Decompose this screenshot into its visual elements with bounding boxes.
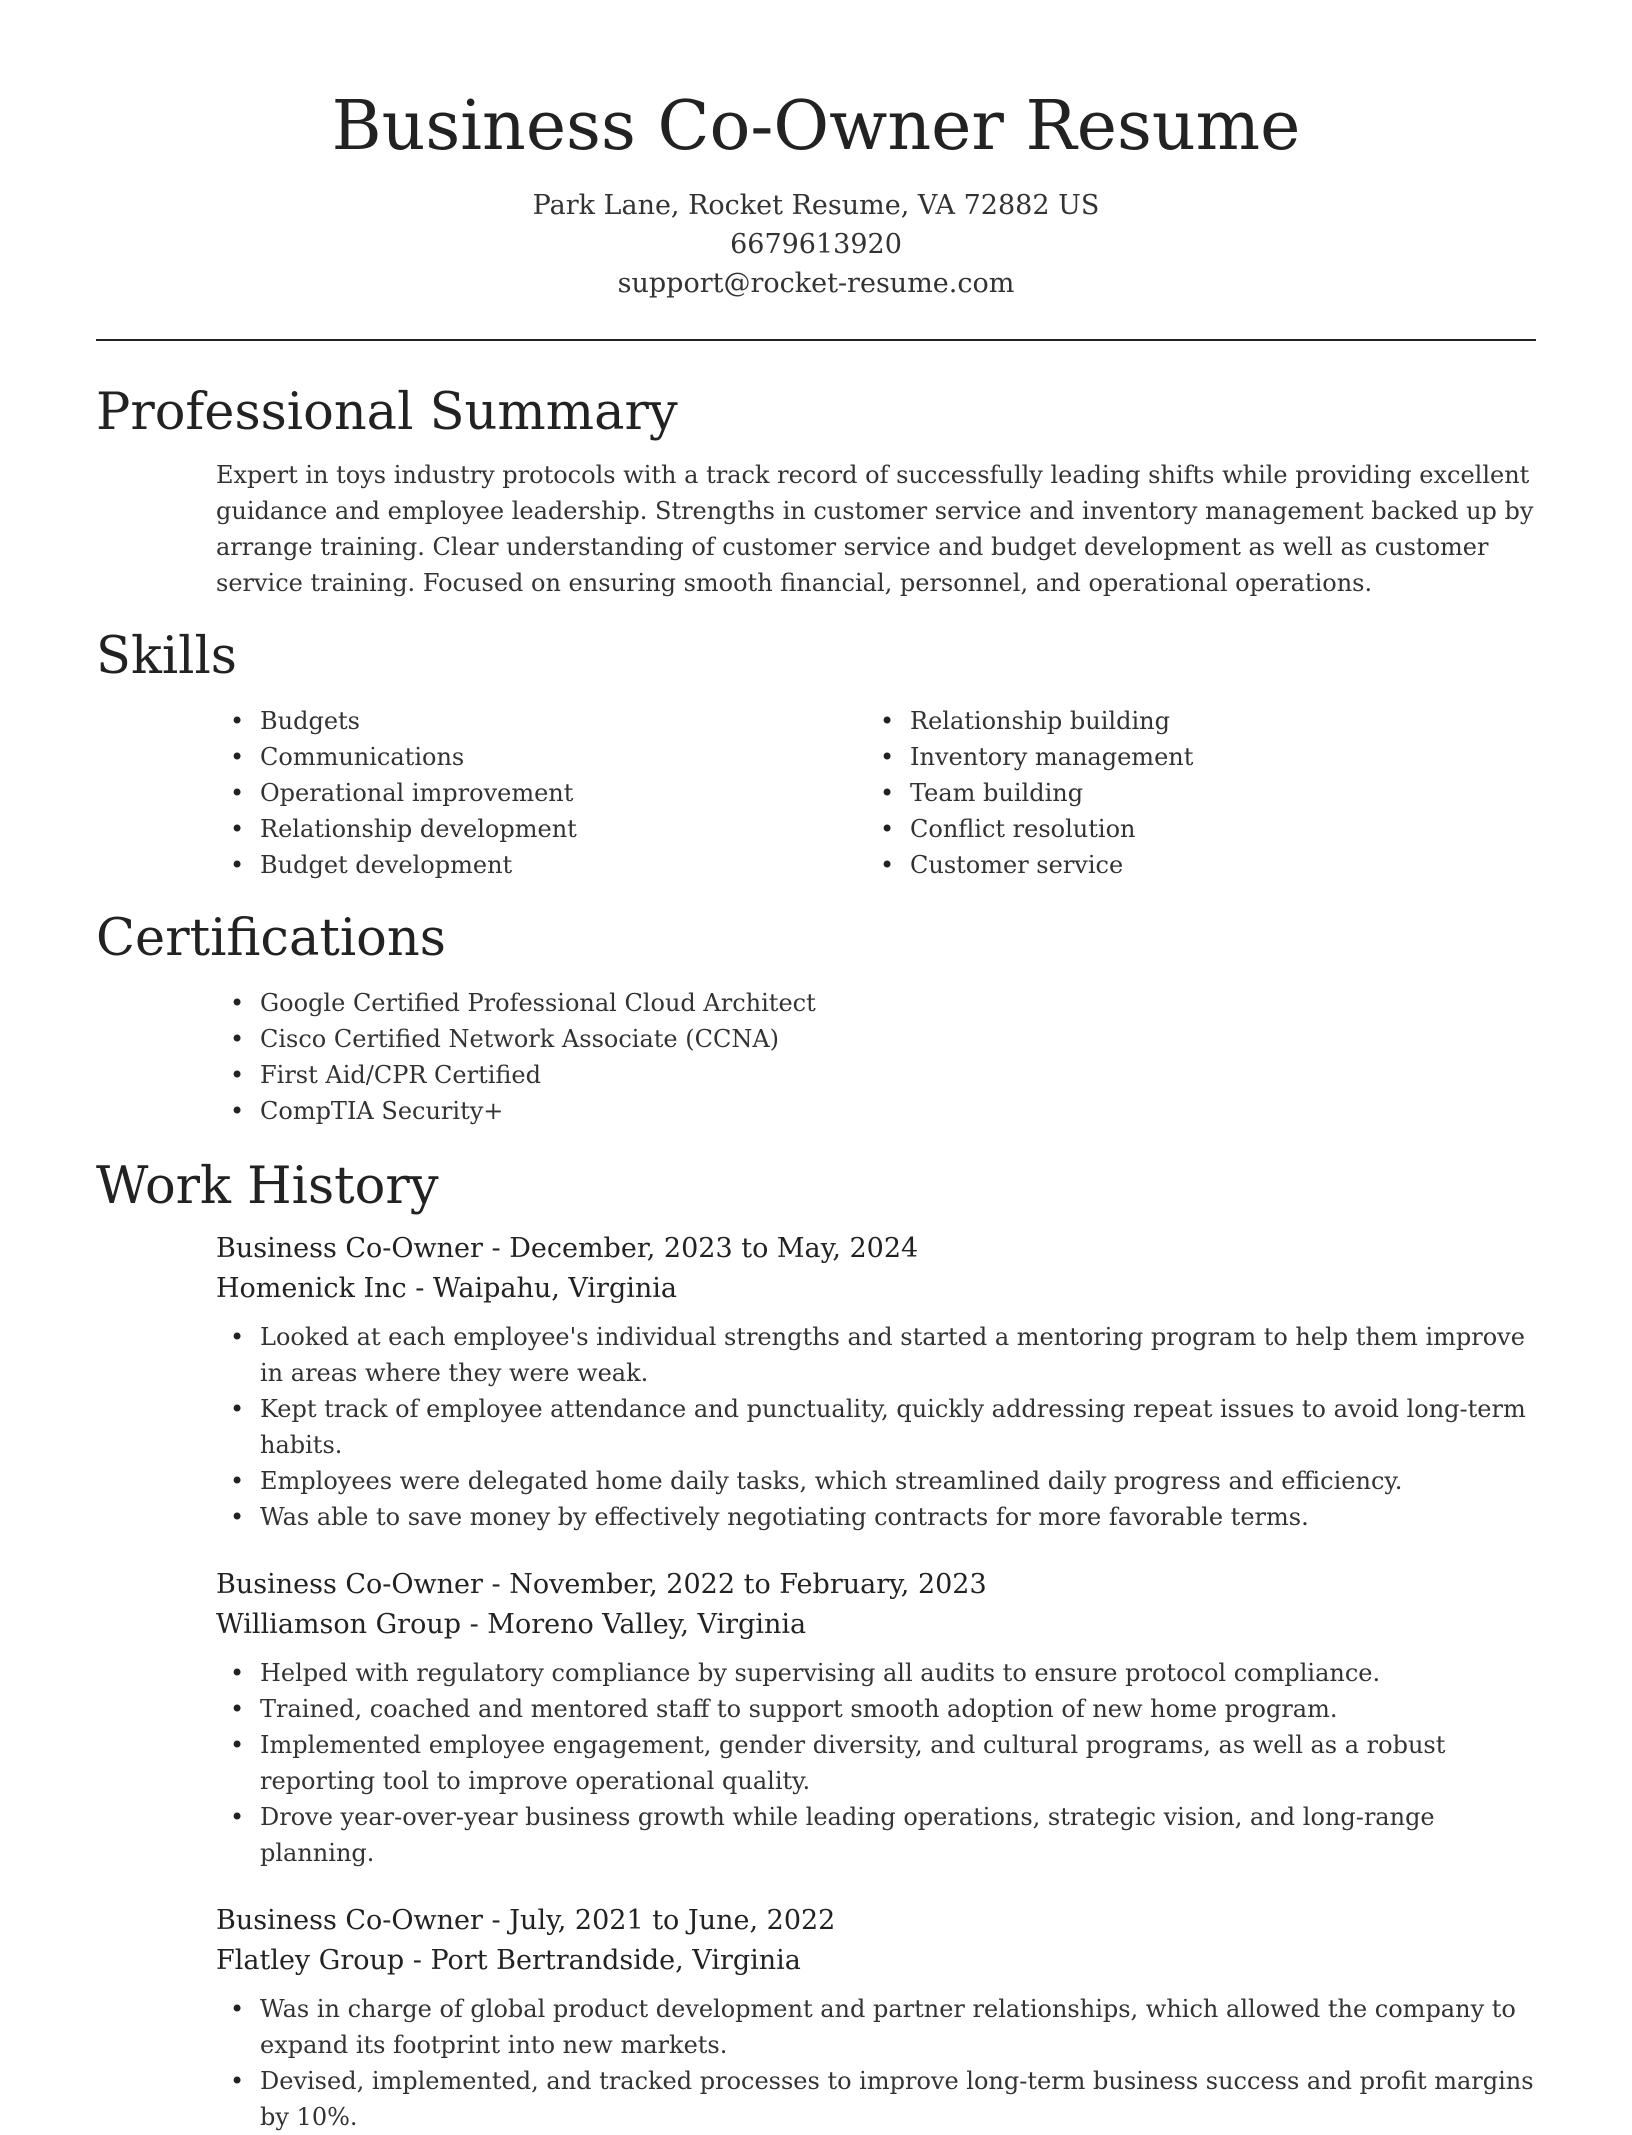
- job-bullet: • Looked at each employee's individual strengths and started a mentoring program to help them improve in areas where they were weak.: [216, 1319, 1536, 1391]
- certification-item: • First Aid/CPR Certified: [216, 1057, 1536, 1093]
- certifications-list: [216, 985, 1536, 1129]
- skill-item: • Relationship building: [866, 703, 1516, 739]
- job-bullet: • Devised, implemented, and tracked processes to improve long-term business success and profit margins by 10%.: [216, 2063, 1536, 2135]
- job-bullet: • Employees were delegated home daily tasks, which streamlined daily progress and efficiency.: [216, 1463, 1536, 1499]
- certification-item: • CompTIA Security+: [216, 1093, 1536, 1129]
- skills-list-left: [216, 703, 866, 883]
- job-bullet: • Was able to save money by effectively negotiating contracts for more favorable terms.: [216, 1499, 1536, 1535]
- resume-title: Business Co-Owner Resume: [331, 87, 1301, 166]
- skill-item: • Budgets: [216, 703, 866, 739]
- job-bullet: • Drove year-over-year business growth while leading operations, strategic vision, and long-range planning.: [216, 1799, 1536, 1871]
- work-history-heading: Work History: [96, 1157, 439, 1216]
- summary-section: [96, 383, 1536, 601]
- job-company-location: Williamson Group - Moreno Valley, Virginia: [216, 1609, 807, 1640]
- skill-item: • Conflict resolution: [866, 811, 1516, 847]
- job-bullets: [216, 1655, 1536, 1871]
- email: support@rocket-resume.com: [617, 268, 1015, 299]
- skill-item: • Team building: [866, 775, 1516, 811]
- job-bullets: [216, 1991, 1536, 2135]
- resume-header: [0, 0, 1632, 303]
- job-entry: [216, 1901, 1536, 2135]
- job-bullet: • Implemented employee engagement, gender diversity, and cultural programs, as well as a robust reporting tool to improve operational quality.: [216, 1727, 1536, 1799]
- job-entry: [216, 1229, 1536, 1535]
- certification-item: • Cisco Certified Network Associate (CCNA): [216, 1021, 1536, 1057]
- header-divider: [96, 339, 1536, 341]
- certification-item: • Google Certified Professional Cloud Architect: [216, 985, 1536, 1021]
- job-role-dates: Business Co-Owner - December, 2023 to May, 2024: [216, 1233, 919, 1264]
- summary-text: Expert in toys industry protocols with a track record of successfully leading shifts while providing excellent guidance and employee leadership. Strengths in customer service and inventory management backed up by arrange training. Clear understanding of customer service and budget development as well as customer service training. Focused on ensuring smooth financial, personnel, and operational operations.: [216, 461, 1534, 597]
- skills-heading: Skills: [96, 627, 237, 686]
- job-role-dates: Business Co-Owner - November, 2022 to February, 2023: [216, 1569, 987, 1600]
- job-bullet: • Trained, coached and mentored staff to support smooth adoption of new home program.: [216, 1691, 1536, 1727]
- job-bullet: • Was in charge of global product development and partner relationships, which allowed the company to expand its footprint into new markets.: [216, 1991, 1536, 2063]
- phone: 6679613920: [730, 229, 902, 260]
- summary-heading: Professional Summary: [96, 383, 678, 442]
- address: Park Lane, Rocket Resume, VA 72882 US: [532, 190, 1100, 221]
- certifications-heading: Certifications: [96, 909, 446, 968]
- job-bullet: • Helped with regulatory compliance by supervising all audits to ensure protocol compliance.: [216, 1655, 1536, 1691]
- skill-item: • Operational improvement: [216, 775, 866, 811]
- skill-item: • Relationship development: [216, 811, 866, 847]
- skills-grid: [216, 703, 1536, 883]
- job-company-location: Flatley Group - Port Bertrandside, Virginia: [216, 1945, 801, 1976]
- skill-item: • Inventory management: [866, 739, 1516, 775]
- skill-item: • Customer service: [866, 847, 1516, 883]
- job-role-dates: Business Co-Owner - July, 2021 to June, 2022: [216, 1905, 836, 1936]
- job-bullet: • Kept track of employee attendance and punctuality, quickly addressing repeat issues to avoid long-term habits.: [216, 1391, 1536, 1463]
- skill-item: • Budget development: [216, 847, 866, 883]
- certifications-section: [96, 909, 1536, 1129]
- skills-list-right: [866, 703, 1516, 883]
- job-entry: [216, 1565, 1536, 1871]
- skills-section: [96, 627, 1536, 883]
- skill-item: • Communications: [216, 739, 866, 775]
- job-bullets: [216, 1319, 1536, 1535]
- contact-block: [0, 186, 1632, 303]
- work-history-section: [96, 1157, 1536, 2135]
- job-company-location: Homenick Inc - Waipahu, Virginia: [216, 1273, 678, 1304]
